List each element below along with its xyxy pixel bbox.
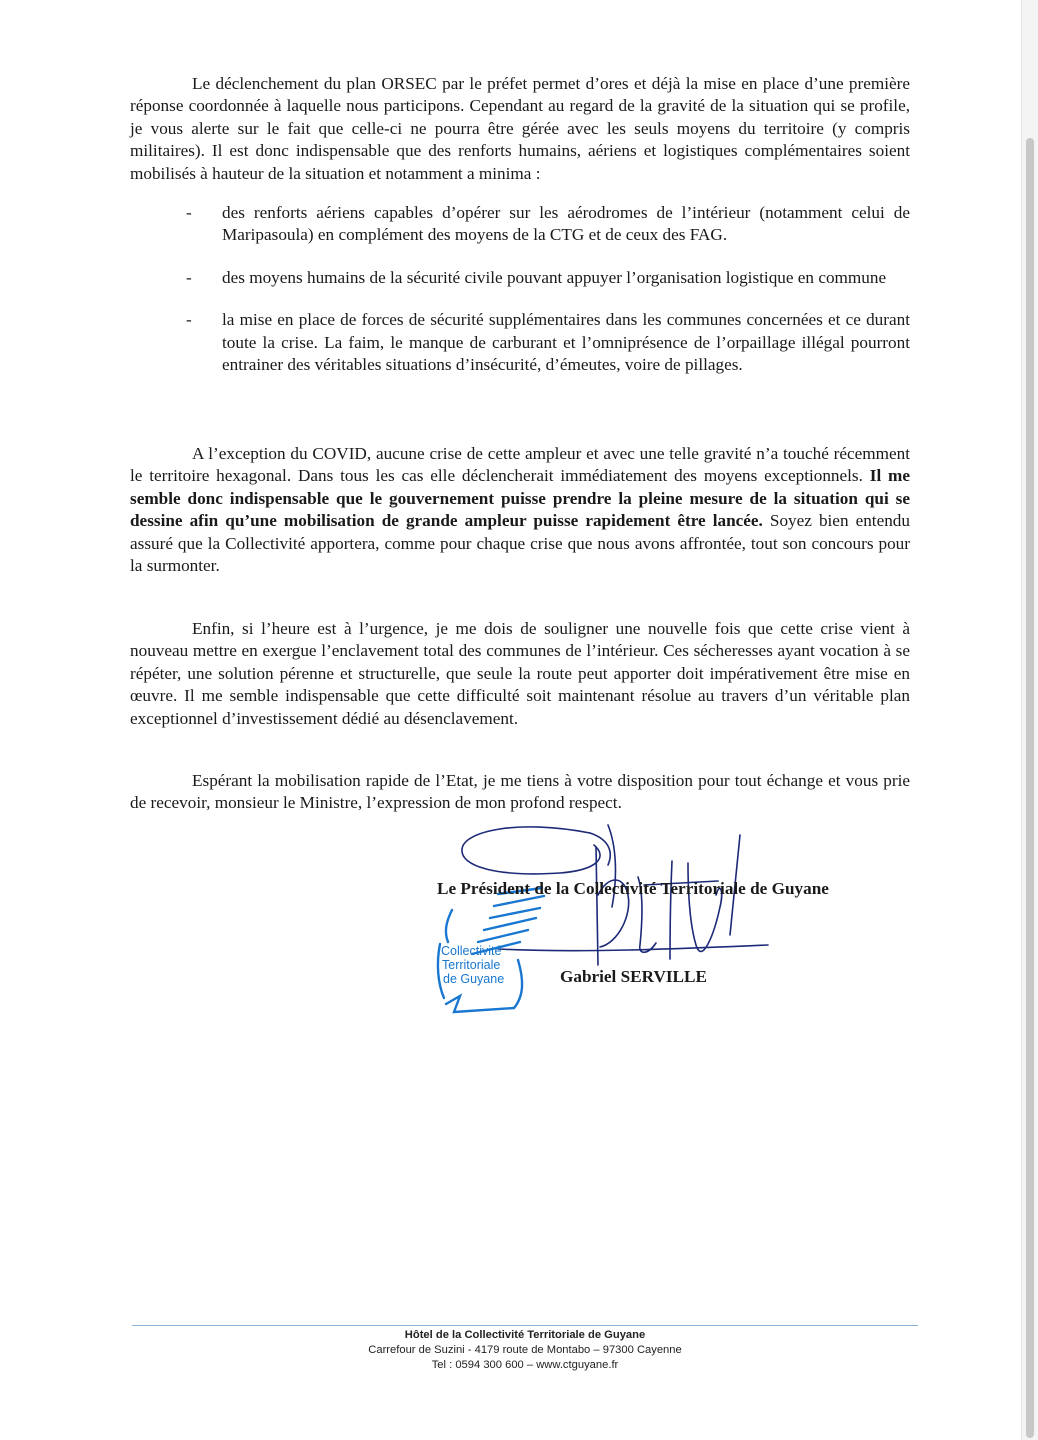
bullet-dash: -	[186, 203, 192, 222]
footer-contact: Tel : 0594 300 600 – www.ctguyane.fr	[431, 1359, 619, 1371]
footer-divider	[132, 1325, 918, 1326]
paragraph-covid-emphasis: Il me semble donc indispensable que le gouvernement puisse prendre la pleine mesure de la situation qui se dessine afin qu’une mobilisation de grande ampleur puisse rapidement être lancée.	[130, 466, 910, 531]
bullet-dash: -	[186, 310, 192, 330]
footer-title: Hôtel de la Collectivité Territoriale de Guyane	[404, 1329, 646, 1341]
paragraph-enclavement: Enfin, si l’heure est à l’urgence, je me dois de souligner une nouvelle fois que cette crise vient à nouveau mettre en exergue l’enclavement total des communes de l’intérieur. Ces sécheresses ayant vocation à se répéter, une solution pérenne et structurelle, que seule la route peut apporter doit impérativement être mise en œuvre. Il me semble indispensable que cette difficulté soit maintenant résolue au travers d’un véritable plan exceptionnel d’investissement dédié au désenclavement.	[130, 619, 910, 728]
scrollbar-thumb[interactable]	[1026, 138, 1034, 1438]
signatory-name: Gabriel SERVILLE	[560, 967, 707, 986]
vertical-scrollbar[interactable]	[1021, 0, 1038, 1440]
list-item-text: des moyens humains de la sécurité civile pouvant appuyer l’organisation logistique en commune	[222, 267, 887, 287]
bullet-dash: -	[186, 267, 192, 287]
letterhead-footer	[132, 1328, 918, 1373]
footer-address: Carrefour de Suzini - 4179 route de Montabo – 97300 Cayenne	[368, 1344, 682, 1356]
paragraph-orsec: Le déclenchement du plan ORSEC par le préfet permet d’ores et déjà la mise en place d’une première réponse coordonnée à laquelle nous participons. Cependant au regard de la gravité de la situation qui se profile, je vous alerte sur le fait que celle-ci ne pourra être gérée avec les seuls moyens du territoire (y compris militaires). Il est donc indispensable que des renforts humains, aériens et logistiques complémentaires soient mobilisés à hauteur de la situation et notamment a minima :	[130, 74, 910, 183]
paragraph-covid	[130, 443, 910, 577]
list-item	[130, 267, 910, 289]
paragraph-closing: Espérant la mobilisation rapide de l’Etat, je me tiens à votre disposition pour tout échange et vous prie de recevoir, monsieur le Ministre, l’expression de mon profond respect.	[130, 771, 910, 813]
signatory-title: Le Président de la Collectivité Territoriale de Guyane	[437, 879, 829, 898]
stamp-line: de Guyane	[443, 972, 505, 986]
paragraph-covid-end: Soyez bien entendu assuré que la Collectivité apportera, comme pour chaque crise que nous avons affrontée, tout son concours pour la surmonter.	[130, 511, 910, 576]
stamp-line: Territoriale	[442, 958, 501, 972]
stamp-text	[441, 944, 504, 986]
list-item-text: des renforts aériens capables d’opérer sur les aérodromes de l’intérieur (notamment celui de Maripasoula) en complément des moyens de la CTG et de ceux des FAG.	[222, 203, 910, 245]
list-item-text: la mise en place de forces de sécurité supplémentaires dans les communes concernées et ce durant toute la crise. La faim, le manque de carburant et l’omniprésence de l’orpaillage illégal pourront entrainer des véritables situations d’insécurité, d’émeutes, voire de pillages.	[222, 310, 910, 375]
stamp-line: Collectivité	[441, 944, 502, 958]
list-item	[130, 202, 910, 247]
reinforcement-list	[130, 202, 910, 376]
paragraph-covid-start: A l’exception du COVID, aucune crise de cette ampleur et avec une telle gravité n’a touché récemment le territoire hexagonal. Dans tous les cas elle déclencherait immédiatement des moyens exceptionnels.	[130, 444, 910, 486]
list-item	[130, 309, 910, 376]
